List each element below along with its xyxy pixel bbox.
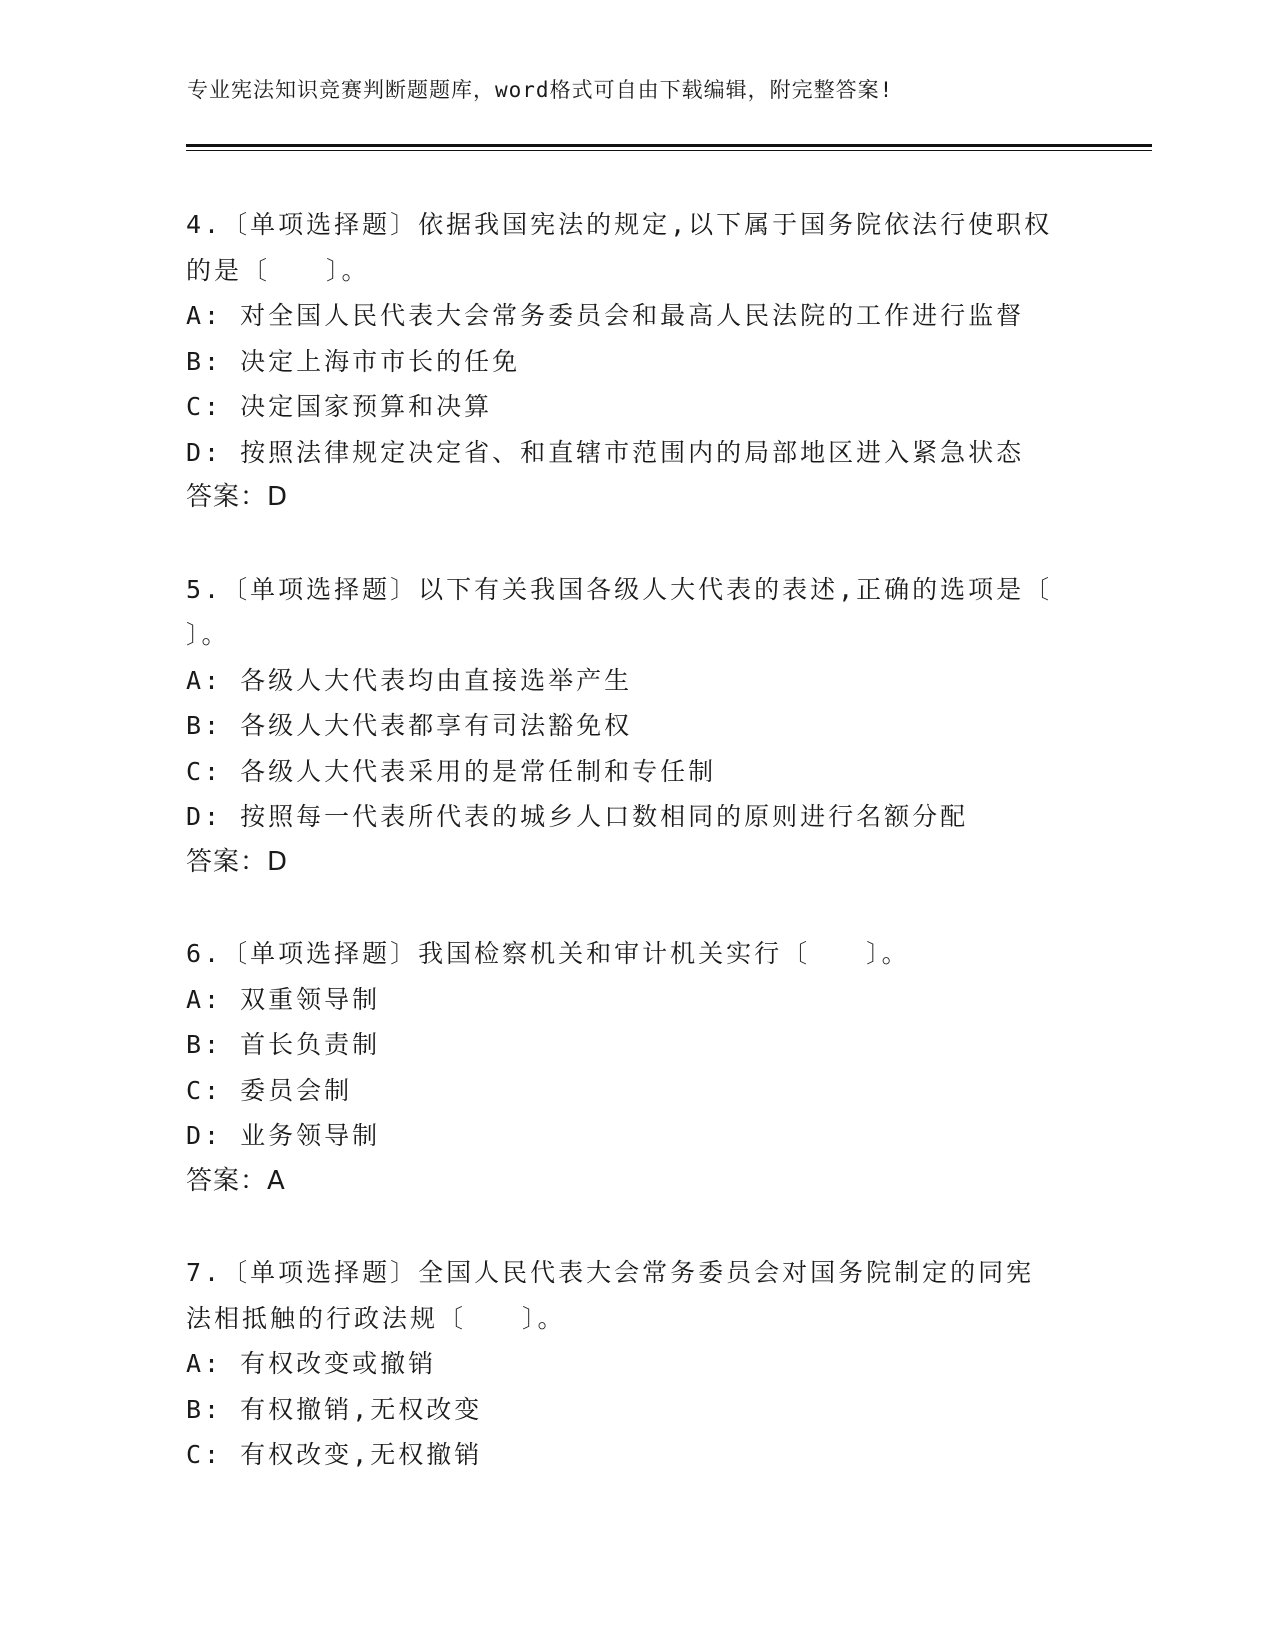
- option-d: D: 按照法律规定决定省、和直辖市范围内的局部地区进入紧急状态: [186, 437, 1025, 467]
- option-c: C: 决定国家预算和决算: [186, 392, 493, 421]
- option-b: B: 有权撤销,无权改变: [186, 1394, 483, 1424]
- header-rule-thick: [186, 144, 1152, 147]
- option-a: A: 双重领导制: [186, 984, 381, 1014]
- option-a: A: 有权改变或撤销: [186, 1349, 437, 1378]
- header-rule-thin: [186, 150, 1152, 151]
- question-4: [186, 202, 1086, 521]
- question-stem-line: 〕。: [186, 620, 230, 649]
- page-header-title: 专业宪法知识竞赛判断题题库，word格式可自由下载编辑，附完整答案!: [187, 78, 894, 102]
- answer-line: 答案：D: [186, 846, 289, 877]
- option-a: A: 对全国人民代表大会常务委员会和最高人民法院的工作进行监督: [186, 301, 1025, 330]
- option-a: A: 各级人大代表均由直接选举产生: [186, 665, 633, 695]
- question-7: [186, 1250, 1086, 1478]
- question-stem-line: 7.〔单项选择题〕全国人民代表大会常务委员会对国务院制定的同宪: [186, 1258, 1035, 1287]
- option-c: C: 委员会制: [186, 1075, 353, 1105]
- option-b: B: 首长负责制: [186, 1030, 381, 1059]
- option-b: B: 决定上海市市长的任免: [186, 346, 521, 376]
- option-d: D: 业务领导制: [186, 1121, 381, 1150]
- question-stem-line: 5.〔单项选择题〕以下有关我国各级人大代表的表述,正确的选项是〔: [186, 574, 1053, 604]
- question-stem-line: 的是〔 〕。: [186, 255, 370, 285]
- question-5: [186, 567, 1086, 886]
- question-stem-line: 法相抵触的行政法规〔 〕。: [186, 1303, 566, 1333]
- answer-line: 答案：A: [186, 1165, 286, 1196]
- question-stem-line: 4.〔单项选择题〕依据我国宪法的规定,以下属于国务院依法行使职权: [186, 210, 1053, 239]
- option-b: B: 各级人大代表都享有司法豁免权: [186, 711, 633, 740]
- question-6: [186, 931, 1086, 1204]
- option-d: D: 按照每一代表所代表的城乡人口数相同的原则进行名额分配: [186, 802, 969, 831]
- answer-line: 答案：D: [186, 482, 289, 512]
- question-list: [186, 202, 1086, 1524]
- option-c: C: 有权改变,无权撤销: [186, 1440, 483, 1469]
- question-stem-line: 6.〔单项选择题〕我国检察机关和审计机关实行〔 〕。: [186, 939, 910, 968]
- option-c: C: 各级人大代表采用的是常任制和专任制: [186, 756, 717, 786]
